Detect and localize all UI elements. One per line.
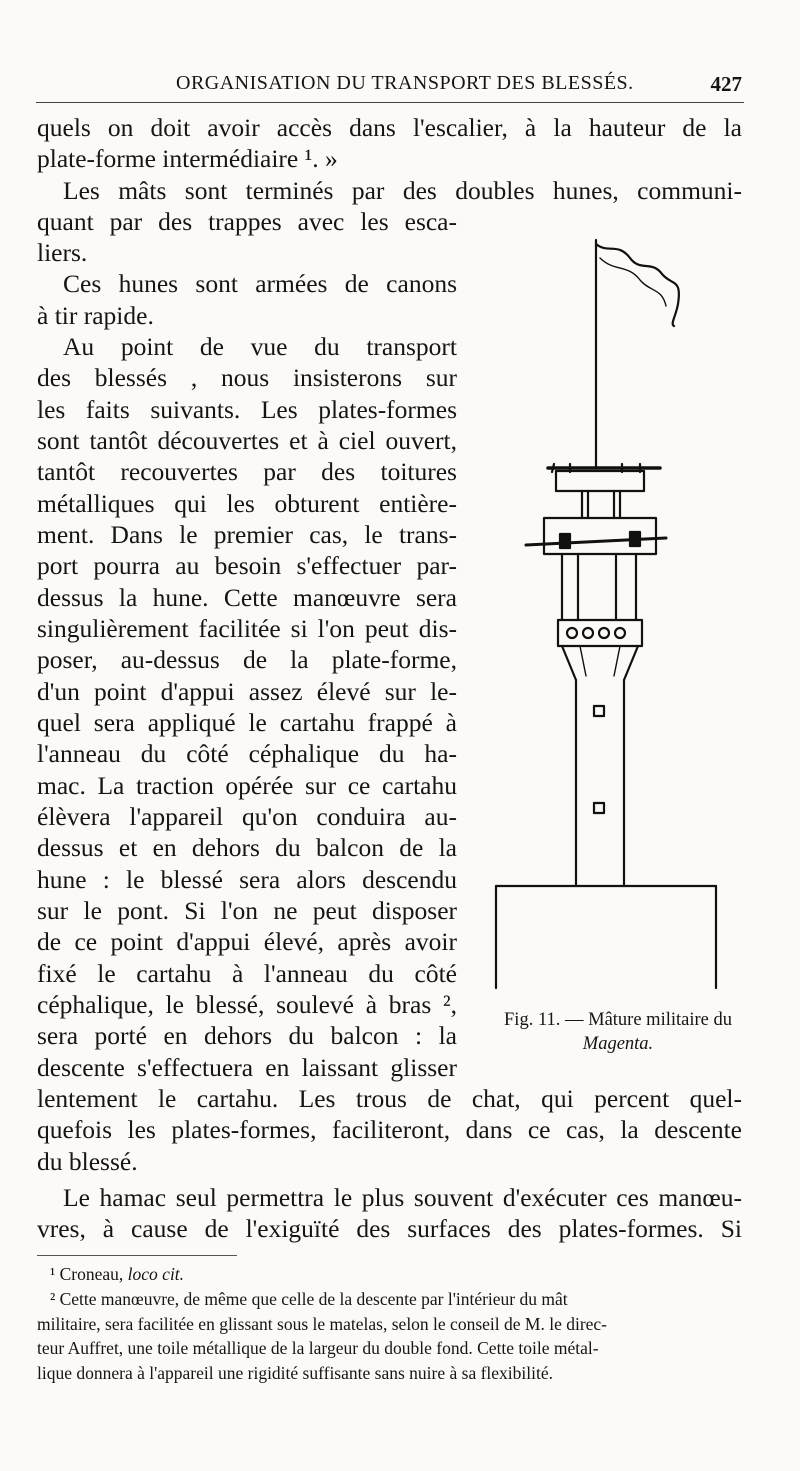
page-number: 427	[710, 72, 742, 96]
footnote-ref: loco cit.	[127, 1264, 185, 1284]
text-line: céphalique, le blessé, soulevé à bras ²,	[37, 990, 457, 1019]
text-line: Les mâts sont terminés par des doubles hunes, communi-	[63, 176, 742, 205]
text-line: Au point de vue du transport	[63, 332, 457, 361]
figure-caption	[483, 1008, 753, 1056]
text-line: port pourra au besoin s'effectuer par-	[37, 551, 457, 580]
pennant-flag	[596, 244, 679, 326]
text-line: quant par des trappes avec les esca-	[37, 207, 457, 236]
text-line: ment. Dans le premier cas, le trans-	[37, 520, 457, 549]
text-line: quels on doit avoir accès dans l'escalier, à la hauteur de la	[37, 113, 742, 142]
text-line: des blessés , nous insisterons sur	[37, 363, 457, 392]
text-line: dessus et en dehors du balcon de la	[37, 833, 457, 862]
text-line: sont tantôt découvertes et à ciel ouvert,	[37, 426, 457, 455]
quick-firing-gun-right	[630, 532, 640, 546]
gun-barrels	[526, 538, 666, 545]
text-line: Ces hunes sont armées de canons	[63, 269, 457, 298]
text-line: vres, à cause de l'exiguïté des surfaces des plates-formes. Si	[37, 1214, 742, 1243]
text-line: Le hamac seul permettra le plus souvent d'exécuter ces manœu-	[63, 1183, 742, 1212]
text-line: plate-forme intermédiaire ¹. »	[37, 144, 338, 173]
footnote-line: ² Cette manœuvre, de même que celle de la descente par l'intérieur du mât	[50, 1289, 568, 1309]
text-line: de ce point d'appui élevé, après avoir	[37, 927, 457, 956]
running-head: ORGANISATION DU TRANSPORT DES BLESSÉS.	[176, 72, 634, 94]
text-line: fixé le cartahu à l'anneau du côté	[37, 959, 457, 988]
caption-line: Fig. 11. — Mâture militaire du	[504, 1010, 732, 1030]
quick-firing-gun-left	[560, 534, 570, 548]
text-line: poser, au-dessus de la plate-forme,	[37, 645, 457, 674]
text-line: hune : le blessé sera alors descendu	[37, 865, 457, 894]
text-line: sera porté en dehors du balcon : la	[37, 1021, 457, 1050]
text-line: l'anneau du côté céphalique du ha-	[37, 739, 457, 768]
text-line: tantôt recouvertes par des toitures	[37, 457, 457, 486]
text-line: dessus la hune. Cette manœuvre sera	[37, 583, 457, 612]
footnote-line: teur Auffret, une toile métallique de la largeur du double fond. Cette toile métal-	[37, 1338, 599, 1358]
military-mast-illustration	[490, 228, 750, 1008]
porthole	[583, 628, 593, 638]
porthole	[599, 628, 609, 638]
text-line: du blessé.	[37, 1147, 138, 1176]
footnote-mark: ¹	[50, 1264, 56, 1284]
text-line: sur le pont. Si l'on ne peut disposer	[37, 896, 457, 925]
mast-taper	[562, 646, 638, 828]
text-line: singulièrement facilitée si l'on peut dis-	[37, 614, 457, 643]
text-line: quel sera appliqué le cartahu frappé à	[37, 708, 457, 737]
text-line: quefois les plates-formes, faciliteront, dans ce cas, la descente	[37, 1115, 742, 1144]
page-header	[36, 72, 744, 102]
text-line: élèvera l'appareil qu'on conduira au-	[37, 802, 457, 831]
mast-door	[594, 803, 604, 813]
footnote-line: lique donnera à l'appareil une rigidité suffisante sans nuire à sa flexibilité.	[37, 1363, 553, 1383]
upper-top-balcony	[556, 471, 644, 491]
text-line: mac. La traction opérée sur ce cartahu	[37, 771, 457, 800]
footnote-1	[50, 1262, 184, 1287]
caption-ship-name: Magenta.	[582, 1034, 654, 1054]
text-line: liers.	[37, 238, 88, 267]
footnote-author: Croneau,	[59, 1264, 124, 1284]
footnote-rule	[37, 1255, 237, 1256]
porthole	[567, 628, 577, 638]
header-rule	[36, 102, 744, 103]
mast-door	[594, 706, 604, 716]
figure-military-mast	[490, 228, 750, 1058]
text-line: d'un point d'appui assez élevé sur le-	[37, 677, 457, 706]
text-line: à tir rapide.	[37, 301, 154, 330]
text-line: les faits suivants. Les plates-formes	[37, 395, 457, 424]
text-line: descente s'effectuera en laissant glisser	[37, 1053, 457, 1082]
footnote-line: militaire, sera facilitée en glissant sous le matelas, selon le conseil de M. le direc-	[37, 1314, 608, 1334]
text-line: lentement le cartahu. Les trous de chat, qui percent quel-	[37, 1084, 742, 1113]
text-line: métalliques qui les obturent entière-	[37, 489, 457, 518]
porthole	[615, 628, 625, 638]
